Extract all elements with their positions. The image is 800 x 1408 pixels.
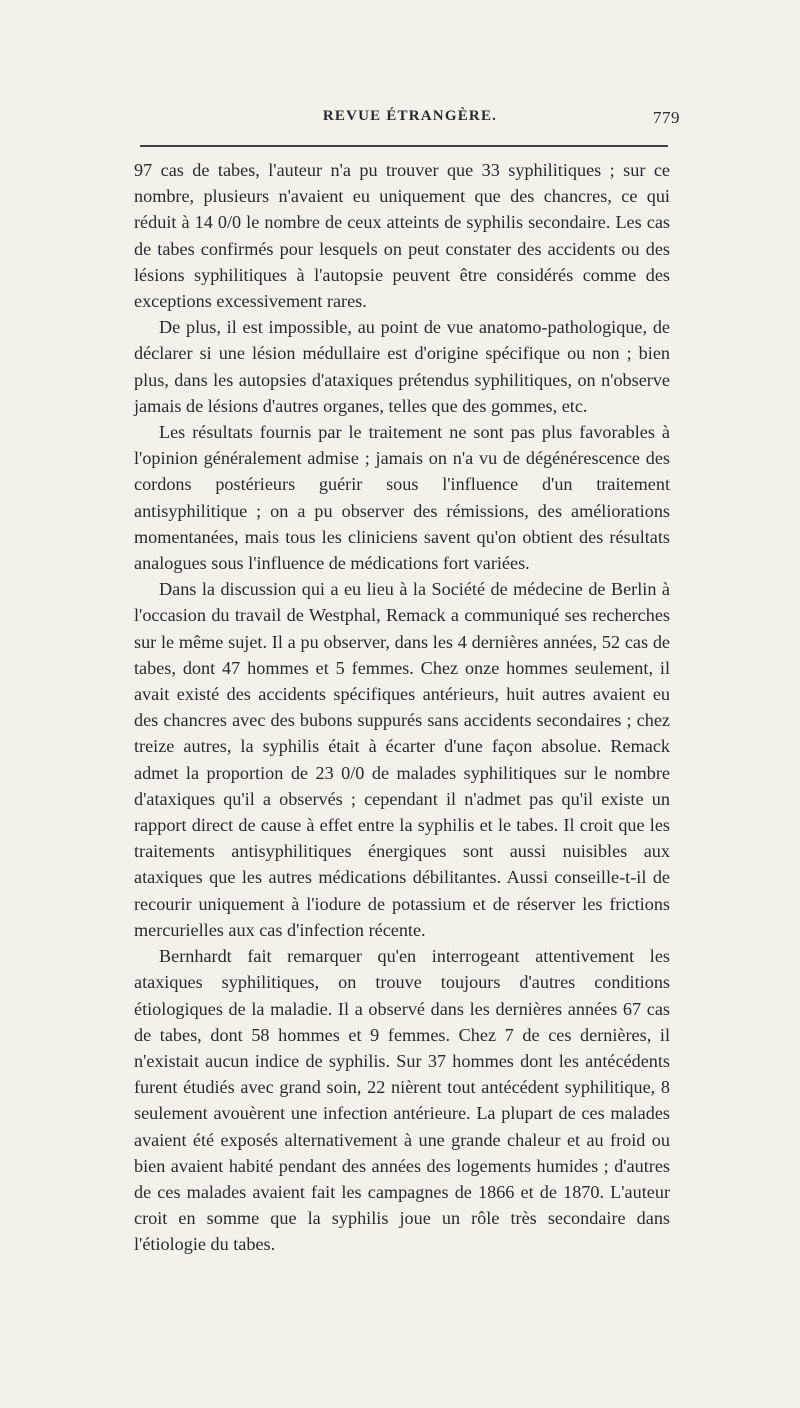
- running-head: [140, 108, 680, 132]
- paragraph-1: 97 cas de tabes, l'auteur n'a pu trouver que 33 syphilitiques ; sur ce nombre, plusieurs n'avaient eu uniquement que des chancres, ce qui réduit à 14 0/0 le nombre de ceux atteints de syphilis secondaire. Les cas de tabes confirmés pour lesquels on peut constater des accidents ou des lésions syphilitiques à l'autopsie peuvent être considérés comme des exceptions excessivement rares.: [134, 160, 670, 312]
- paragraph-5: Bernhardt fait remarquer qu'en interrogeant attentivement les ataxiques syphilitiques, on trouve toujours d'autres conditions étiologiques de la maladie. Il a observé dans les dernières années 67 cas de tabes, dont 58 hommes et 9 femmes. Chez 7 de ces dernières, il n'existait aucun indice de syphilis. Sur 37 hommes dont les antécédents furent étudiés avec grand soin, 22 nièrent tout antécédent syphilitique, 8 seulement avouèrent une infection antérieure. La plupart de ces malades avaient été exposés alternativement à une grande chaleur et au froid ou bien avaient habité pendant des années des logements humides ; d'autres de ces malades avaient fait les campagnes de 1866 et de 1870. L'auteur croit en somme que la syphilis joue un rôle très secondaire dans l'étiologie du tabes.: [134, 946, 670, 1255]
- page-number: 779: [653, 108, 680, 127]
- header-rule: [140, 145, 668, 147]
- paragraph-3: Les résultats fournis par le traitement ne sont pas plus favorables à l'opinion généralement admise ; jamais on n'a vu de dégénérescence des cordons postérieurs guérir sous l'influence d'un traitement antisyphilitique ; on a pu observer des rémissions, des améliorations momentanées, mais tous les cliniciens savent qu'on obtient des résultats analogues sous l'influence de médications fort variées.: [134, 422, 670, 574]
- paragraph-2: De plus, il est impossible, au point de vue anatomo-pathologique, de déclarer si une lésion médullaire est d'origine spécifique ou non ; bien plus, dans les autopsies d'ataxiques prétendus syphilitiques, on n'observe jamais de lésions d'autres organes, telles que des gommes, etc.: [134, 317, 670, 416]
- running-title: REVUE ÉTRANGÈRE.: [322, 108, 498, 124]
- article-body: [134, 157, 670, 1258]
- paragraph-4: Dans la discussion qui a eu lieu à la Société de médecine de Berlin à l'occasion du travail de Westphal, Remack a communiqué ses recherches sur le même sujet. Il a pu observer, dans les 4 dernières années, 52 cas de tabes, dont 47 hommes et 5 femmes. Chez onze hommes seulement, il avait existé des accidents spécifiques antérieurs, huit autres avaient eu des chancres avec des bubons suppurés sans accidents secondaires ; chez treize autres, la syphilis était à écarter d'une façon absolue. Remack admet la proportion de 23 0/0 de malades syphilitiques sur le nombre d'ataxiques qu'il a observés ; cependant il n'admet pas qu'il existe un rapport direct de cause à effet entre la syphilis et le tabes. Il croit que les traitements antisyphilitiques énergiques sont aussi nuisibles aux ataxiques que les autres médications débilitantes. Aussi conseille-t-il de recourir uniquement à l'iodure de potassium et de réserver les frictions mercurielles aux cas d'infection récente.: [134, 579, 670, 940]
